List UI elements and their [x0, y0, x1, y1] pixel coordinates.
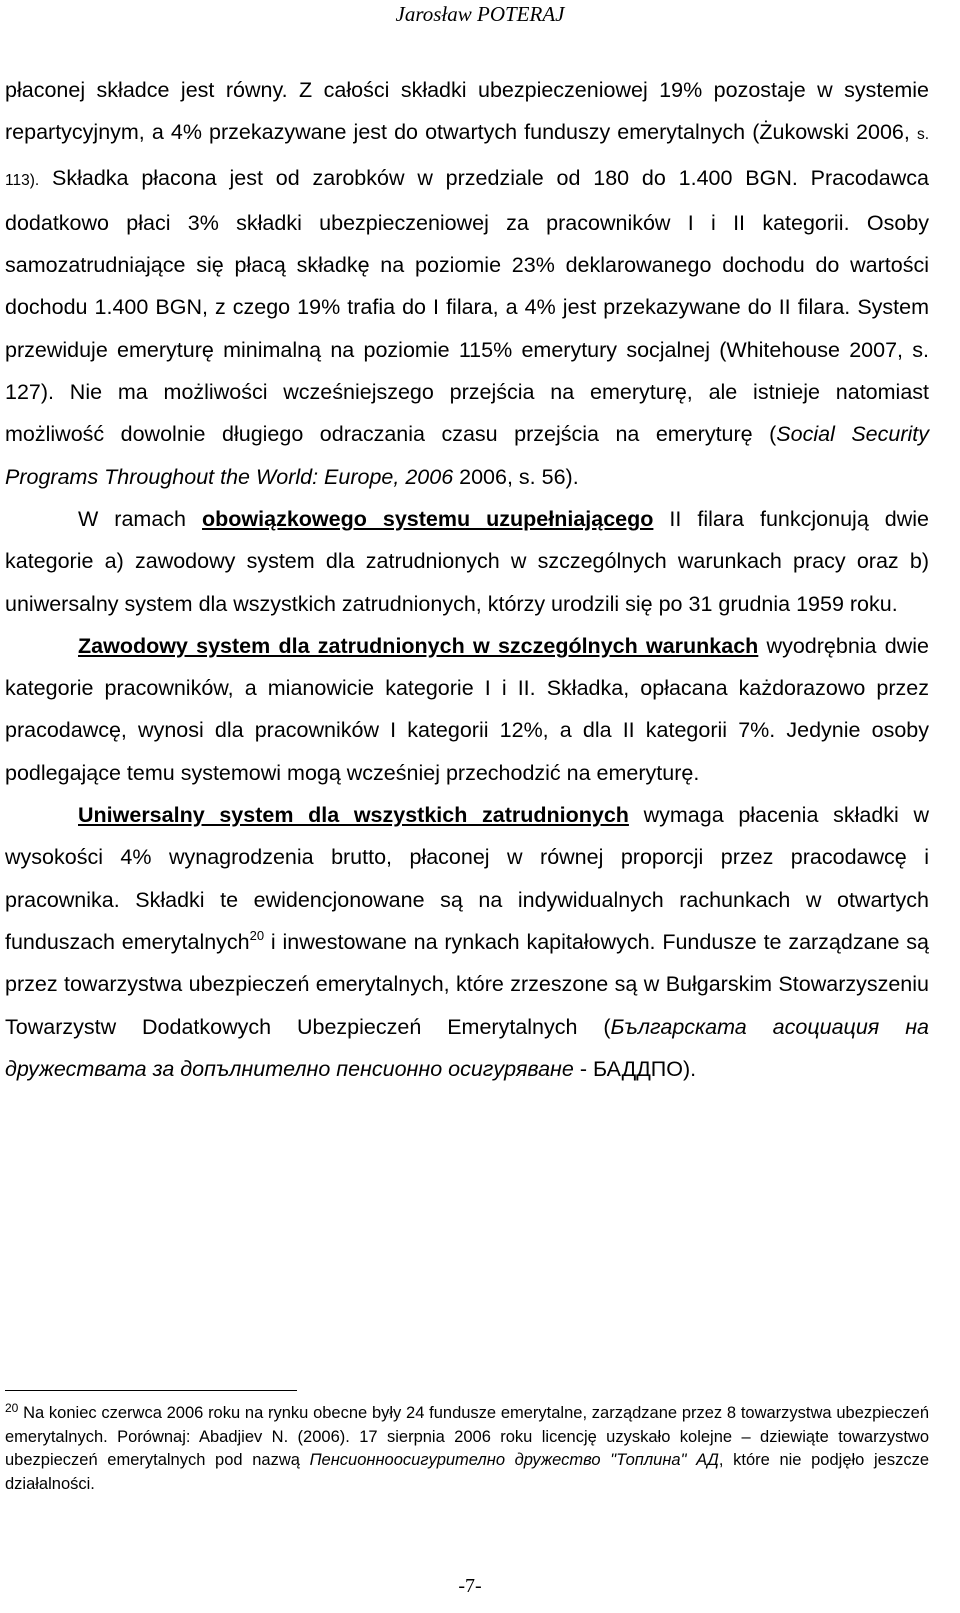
- footnote-company-name: Пенсионноосигурително дружество "Топлина" АД: [309, 1451, 719, 1469]
- paragraph-3: [5, 625, 929, 794]
- footnote: [5, 1402, 929, 1496]
- text-span: 2006, s. 56).: [453, 464, 579, 489]
- text-span: II filara funkcjonują dwie kategorie a) zawodowy system dla zatrudnionych w szczególnych warunkach pracy oraz b) uniwersalny system dla wszystkich zatrudnionych, którzy urodzili się po 31 grudnia 1959 roku.: [5, 506, 930, 616]
- footnote-marker[interactable]: 20: [249, 927, 265, 943]
- footnote-text: , które nie podjęło jeszcze działalności.: [5, 1451, 929, 1493]
- text-span: wymaga płacenia składki w wysokości 4% wynagrodzenia brutto, płaconej w równej proporcji przez pracodawcę i pracownika. Składki te ewidencjonowane są na indywidualnych rachunkach w otwartych funduszach emerytalnych: [5, 803, 929, 954]
- paragraph-2: [5, 498, 929, 625]
- emphasis-term: Zawodowy system dla zatrudnionych w szczególnych warunkach: [78, 633, 759, 658]
- text-span: wyodrębnia dwie kategorie pracowników, a mianowicie kategorie I i II. Składka, opłacana każdorazowo przez pracodawcę, wynosi dla pracowników I kategorii 12%, a dla II kategorii 7%. Jedynie osoby podlegające temu systemowi mogą wcześniej przechodzić na emeryturę.: [5, 633, 929, 785]
- document-body: [5, 69, 929, 1090]
- text-span: i inwestowane na rynkach kapitałowych. Fundusze te zarządzane są przez towarzystwa ubezpieczeń emerytalnych, które zrzeszone są w Bułgarskim Stowarzyszeniu Towarzystw Dodatkowych Ubezpieczeń Emerytalnych (: [5, 929, 929, 1039]
- emphasis-term: obowiązkowego systemu uzupełniającego: [202, 506, 654, 531]
- citation-title: Social Security Programs Throughout the World: Europe, 2006: [5, 422, 929, 489]
- footnote-number: 20: [5, 1401, 19, 1415]
- paragraph-1: [5, 69, 929, 498]
- foreign-name: Българската асоциация на дружествата за допълнително пенсионно осигуряване: [5, 1014, 929, 1081]
- emphasis-term: Uniwersalny system dla wszystkich zatrudnionych: [78, 803, 629, 828]
- text-span: płaconej składce jest równy. Z całości składki ubezpieczeniowej 19% pozostaje w systemie repartycyjnym, a 4% przekazywane jest do otwartych funduszy emerytalnych (Żukowski 2006,: [5, 78, 929, 145]
- text-span: - БАДДПО).: [573, 1056, 697, 1081]
- text-span: Składka płacona jest od zarobków w przedziale od 180 do 1.400 BGN. Pracodawca dodatkowo płaci 3% składki ubezpieczeniowej za pracowników I i II kategorii. Osoby samozatrudniające się płacą składkę na poziomie 23% deklarowanego dochodu do wartości dochodu 1.400 BGN, z czego 19% trafia do I filara, a 4% jest przekazywane do II filara. System przewiduje emeryturę minimalną na poziomie 115% emerytury socjalnej (Whitehouse 2007, s. 127). Nie ma możliwości wcześniejszego przejścia na emeryturę, ale istnieje natomiast możliwość dowolnie długiego odraczania czasu przejścia na emeryturę (: [5, 165, 929, 447]
- page-reference: s. 113).: [5, 126, 929, 189]
- running-header: Jarosław POTERAJ: [395, 2, 565, 26]
- footnote-separator: [5, 1390, 297, 1391]
- page-number: -7-: [458, 1575, 482, 1597]
- text-span: W ramach: [78, 506, 203, 531]
- footnote-text: Na koniec czerwca 2006 roku na rynku obecne były 24 fundusze emerytalne, zarządzane przez 8 towarzystwa ubezpieczeń emerytalnych. Porównaj: Abadjiev N. (2006). 17 sierpnia 2006 roku licencję uzyskało kolejne – dziewiąte towarzystwo ubezpieczeń emerytalnych pod nazwą: [5, 1404, 929, 1469]
- paragraph-4: [5, 794, 929, 1090]
